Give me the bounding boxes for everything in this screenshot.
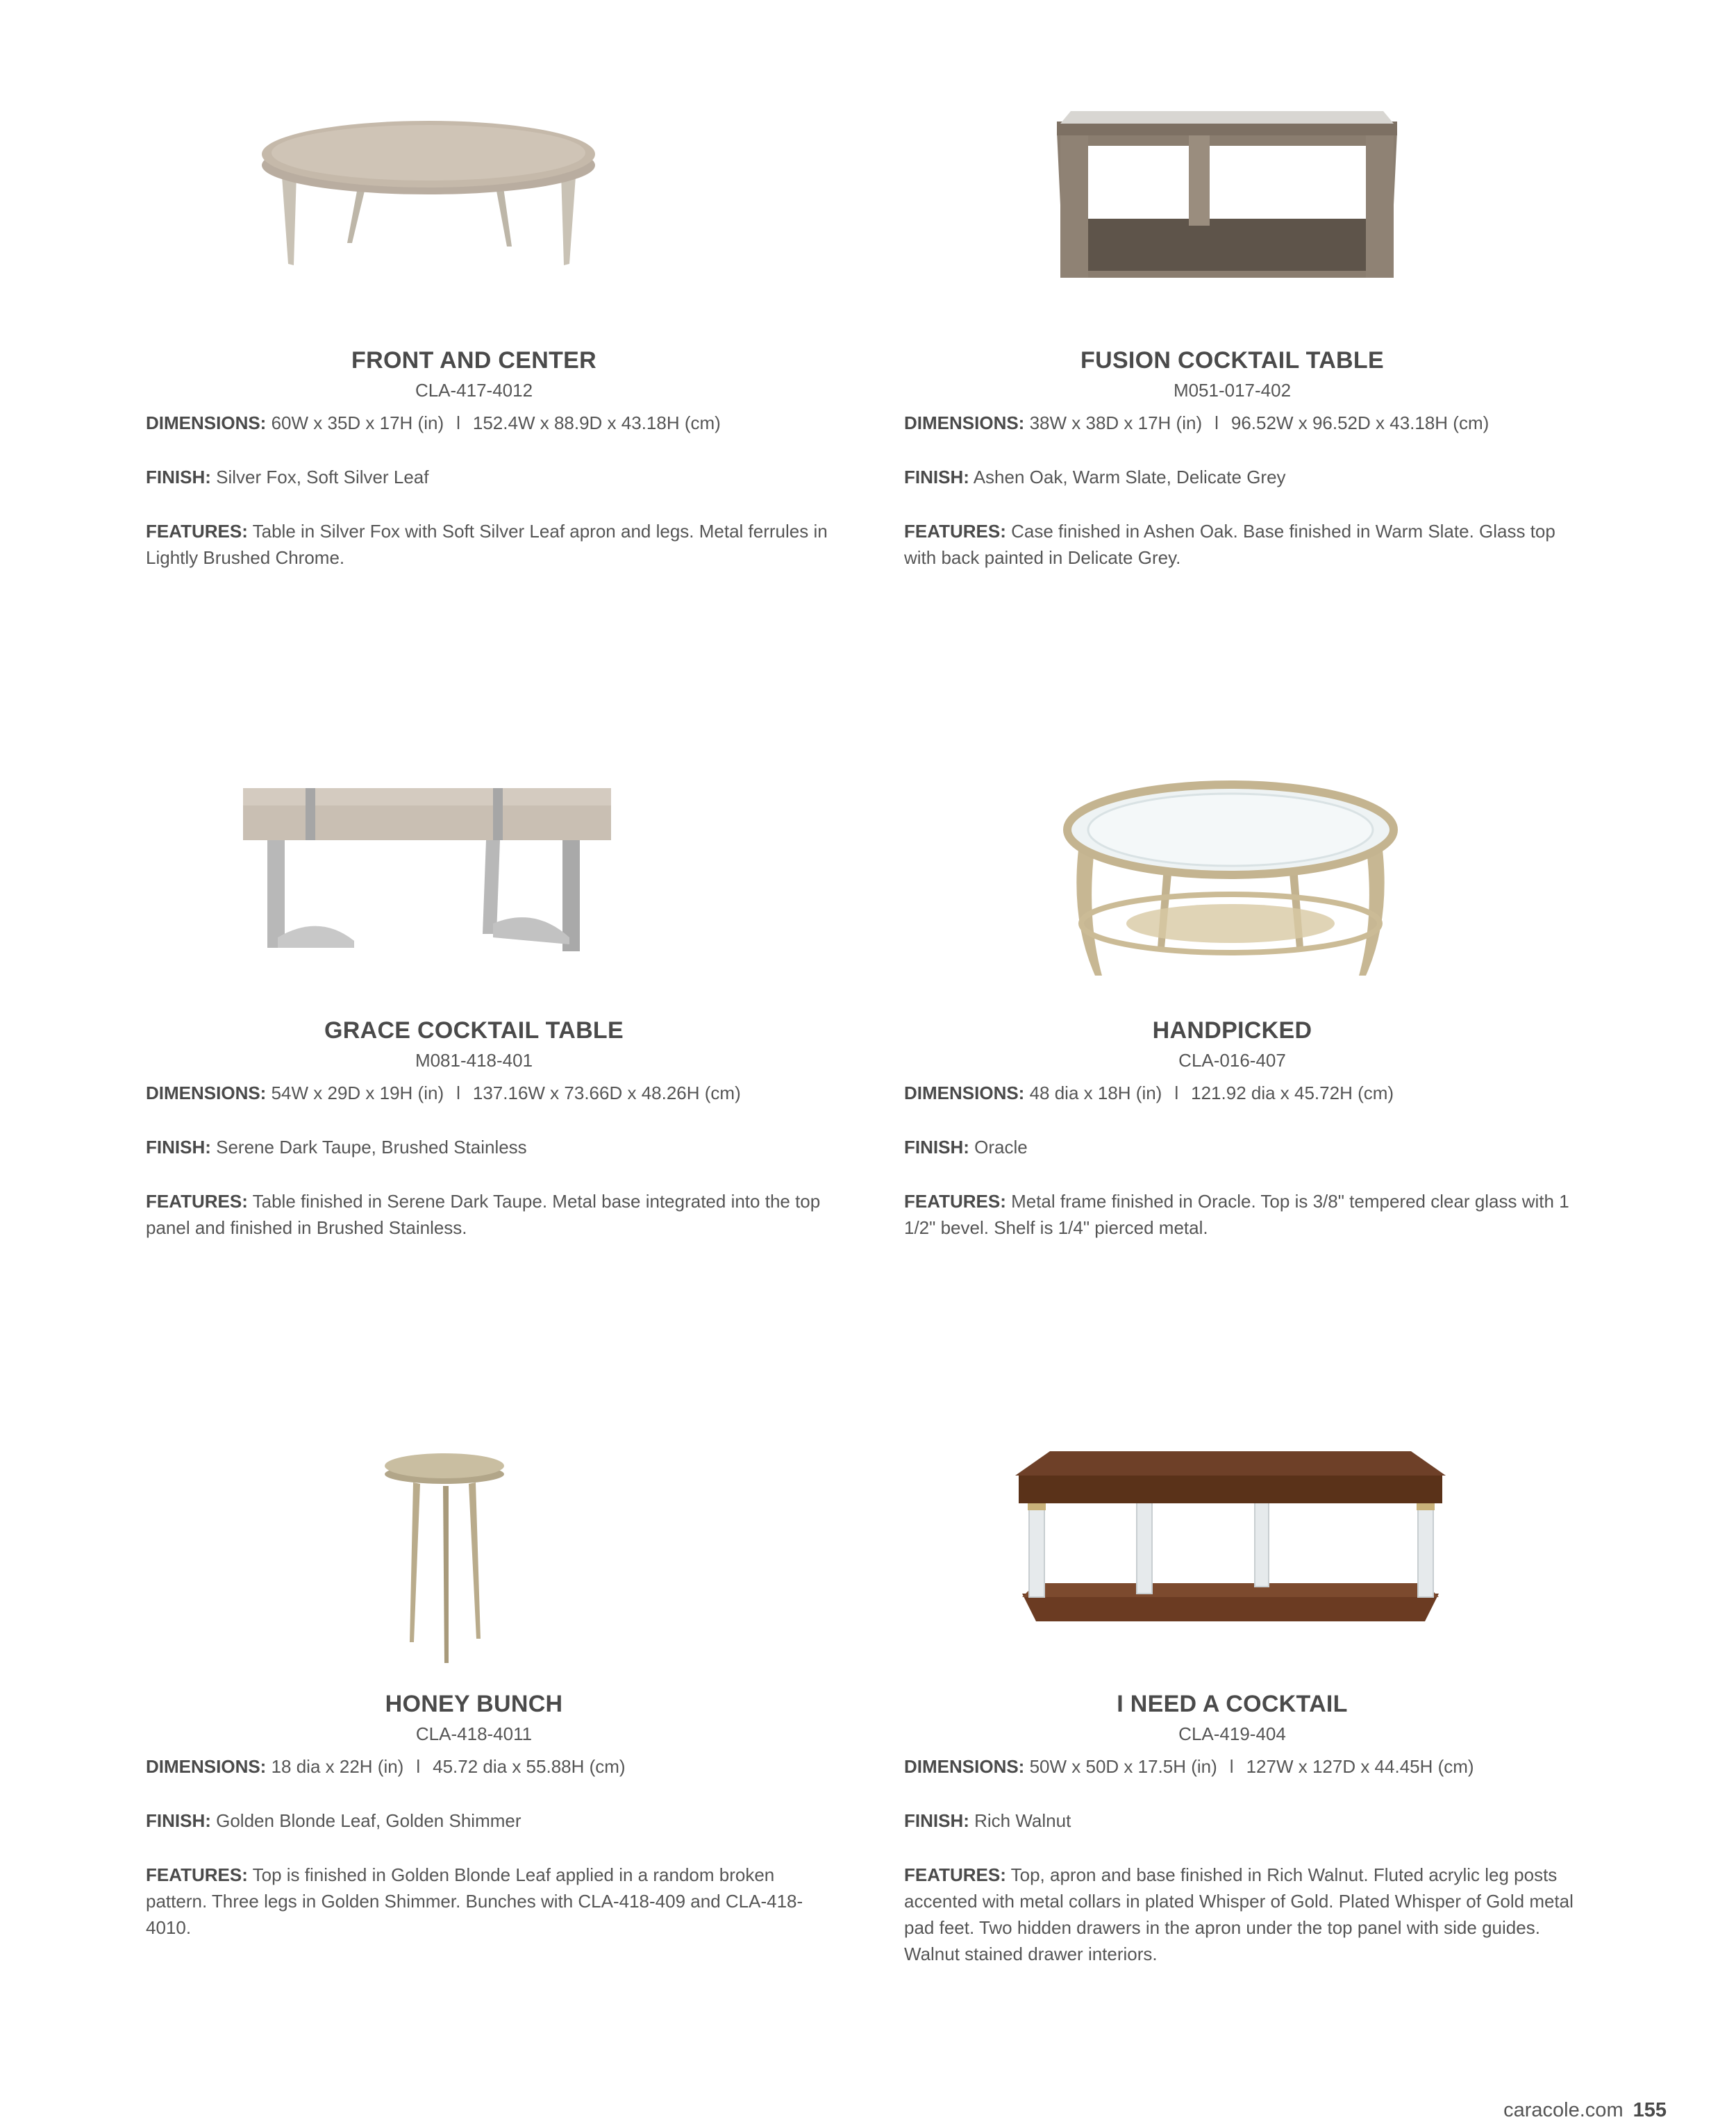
features-label: FEATURES: bbox=[904, 521, 1006, 542]
product-features bbox=[146, 1188, 833, 1241]
dimensions-cm: 152.4W x 88.9D x 43.18H (cm) bbox=[472, 412, 721, 433]
separator: l bbox=[456, 1083, 460, 1103]
product-name: HONEY BUNCH bbox=[385, 1691, 563, 1717]
product-dimensions bbox=[904, 1753, 1599, 1780]
product-finish bbox=[904, 464, 1599, 490]
product-features bbox=[146, 518, 833, 571]
features-value: Metal frame finished in Oracle. Top is 3/8" tempered clear glass with 1 1/2" bevel. Shelf is 1/4" pierced metal. bbox=[904, 1191, 1569, 1238]
product-sku: CLA-418-4011 bbox=[415, 1723, 533, 1744]
separator: l bbox=[1229, 1756, 1234, 1777]
dimensions-cm: 96.52W x 96.52D x 43.18H (cm) bbox=[1230, 412, 1489, 433]
product-image bbox=[1008, 1448, 1453, 1663]
product-features bbox=[904, 518, 1592, 571]
product-sku: CLA-417-4012 bbox=[415, 380, 533, 401]
features-label: FEATURES: bbox=[146, 1864, 248, 1885]
finish-label: FINISH: bbox=[904, 1137, 969, 1158]
product-features bbox=[904, 1188, 1592, 1241]
features-value: Table finished in Serene Dark Taupe. Metal base integrated into the top panel and finished in Brushed Stainless. bbox=[146, 1191, 821, 1238]
page-number: 155 bbox=[1633, 2099, 1667, 2121]
product-sku: M081-418-401 bbox=[415, 1050, 533, 1071]
product-finish bbox=[904, 1134, 1599, 1160]
finish-value: Silver Fox, Soft Silver Leaf bbox=[216, 467, 429, 487]
features-value: Case finished in Ashen Oak. Base finished in Warm Slate. Glass top with back painted in Delicate Grey. bbox=[904, 521, 1555, 568]
product-name: FUSION COCKTAIL TABLE bbox=[1080, 347, 1384, 374]
dimensions-cm: 121.92 dia x 45.72H (cm) bbox=[1191, 1083, 1394, 1103]
dimensions-in: 48 dia x 18H (in) bbox=[1029, 1083, 1162, 1103]
product-dimensions bbox=[904, 1080, 1599, 1106]
separator: l bbox=[416, 1756, 421, 1777]
dimensions-in: 38W x 38D x 17H (in) bbox=[1029, 412, 1203, 433]
product-finish bbox=[904, 1807, 1599, 1834]
features-value: Top is finished in Golden Blonde Leaf applied in a random broken pattern. Three legs in Golden Shimmer. Bunches with CLA-418-409 and CLA-418-4010. bbox=[146, 1864, 803, 1938]
dimensions-label: DIMENSIONS: bbox=[146, 412, 267, 433]
dimensions-in: 60W x 35D x 17H (in) bbox=[271, 412, 444, 433]
product-dimensions bbox=[146, 1753, 840, 1780]
product-finish bbox=[146, 1807, 840, 1834]
separator: l bbox=[1215, 412, 1219, 433]
product-image bbox=[253, 104, 604, 319]
dimensions-label: DIMENSIONS: bbox=[904, 1083, 1025, 1103]
finish-value: Ashen Oak, Warm Slate, Delicate Grey bbox=[973, 467, 1286, 487]
product-dimensions bbox=[904, 410, 1599, 436]
page-footer bbox=[1503, 2099, 1667, 2122]
product-dimensions bbox=[146, 410, 840, 436]
features-label: FEATURES: bbox=[904, 1191, 1006, 1212]
dimensions-in: 54W x 29D x 19H (in) bbox=[271, 1083, 444, 1103]
dimensions-label: DIMENSIONS: bbox=[146, 1083, 267, 1103]
dimensions-label: DIMENSIONS: bbox=[904, 1756, 1025, 1777]
product-name: GRACE COCKTAIL TABLE bbox=[324, 1017, 624, 1044]
product-sku: M051-017-402 bbox=[1173, 380, 1292, 401]
product-image bbox=[1043, 104, 1411, 319]
separator: l bbox=[456, 412, 460, 433]
dimensions-label: DIMENSIONS: bbox=[904, 412, 1025, 433]
product-image bbox=[382, 1448, 507, 1663]
product-features bbox=[146, 1862, 833, 1941]
dimensions-label: DIMENSIONS: bbox=[146, 1756, 267, 1777]
features-label: FEATURES: bbox=[904, 1864, 1006, 1885]
finish-label: FINISH: bbox=[904, 1810, 969, 1831]
dimensions-cm: 127W x 127D x 44.45H (cm) bbox=[1246, 1756, 1474, 1777]
finish-value: Serene Dark Taupe, Brushed Stainless bbox=[216, 1137, 527, 1158]
dimensions-in: 50W x 50D x 17.5H (in) bbox=[1029, 1756, 1217, 1777]
product-sku: CLA-419-404 bbox=[1178, 1723, 1286, 1744]
product-image bbox=[236, 774, 618, 989]
dimensions-cm: 45.72 dia x 55.88H (cm) bbox=[433, 1756, 626, 1777]
product-name: HANDPICKED bbox=[1152, 1017, 1312, 1044]
finish-value: Rich Walnut bbox=[974, 1810, 1071, 1831]
product-image bbox=[1053, 774, 1408, 989]
finish-label: FINISH: bbox=[146, 1810, 211, 1831]
finish-label: FINISH: bbox=[904, 467, 969, 487]
dimensions-cm: 137.16W x 73.66D x 48.26H (cm) bbox=[472, 1083, 741, 1103]
product-finish bbox=[146, 464, 840, 490]
product-name: I NEED A COCKTAIL bbox=[1117, 1691, 1348, 1717]
product-dimensions bbox=[146, 1080, 840, 1106]
finish-label: FINISH: bbox=[146, 1137, 211, 1158]
finish-label: FINISH: bbox=[146, 467, 211, 487]
finish-value: Oracle bbox=[974, 1137, 1028, 1158]
separator: l bbox=[1174, 1083, 1179, 1103]
product-features bbox=[904, 1862, 1592, 1967]
features-value: Top, apron and base finished in Rich Walnut. Fluted acrylic leg posts accented with metal collars in plated Whisper of Gold. Plated Whisper of Gold metal pad feet. Two hidden drawers in the apron under the top panel with side guides. Walnut stained drawer interiors. bbox=[904, 1864, 1574, 1964]
product-name: FRONT AND CENTER bbox=[351, 347, 596, 374]
features-label: FEATURES: bbox=[146, 1191, 248, 1212]
website-url: caracole.com bbox=[1503, 2099, 1624, 2121]
features-value: Table in Silver Fox with Soft Silver Leaf apron and legs. Metal ferrules in Lightly Brushed Chrome. bbox=[146, 521, 828, 568]
product-sku: CLA-016-407 bbox=[1178, 1050, 1286, 1071]
finish-value: Golden Blonde Leaf, Golden Shimmer bbox=[216, 1810, 521, 1831]
dimensions-in: 18 dia x 22H (in) bbox=[271, 1756, 404, 1777]
features-label: FEATURES: bbox=[146, 521, 248, 542]
product-finish bbox=[146, 1134, 840, 1160]
